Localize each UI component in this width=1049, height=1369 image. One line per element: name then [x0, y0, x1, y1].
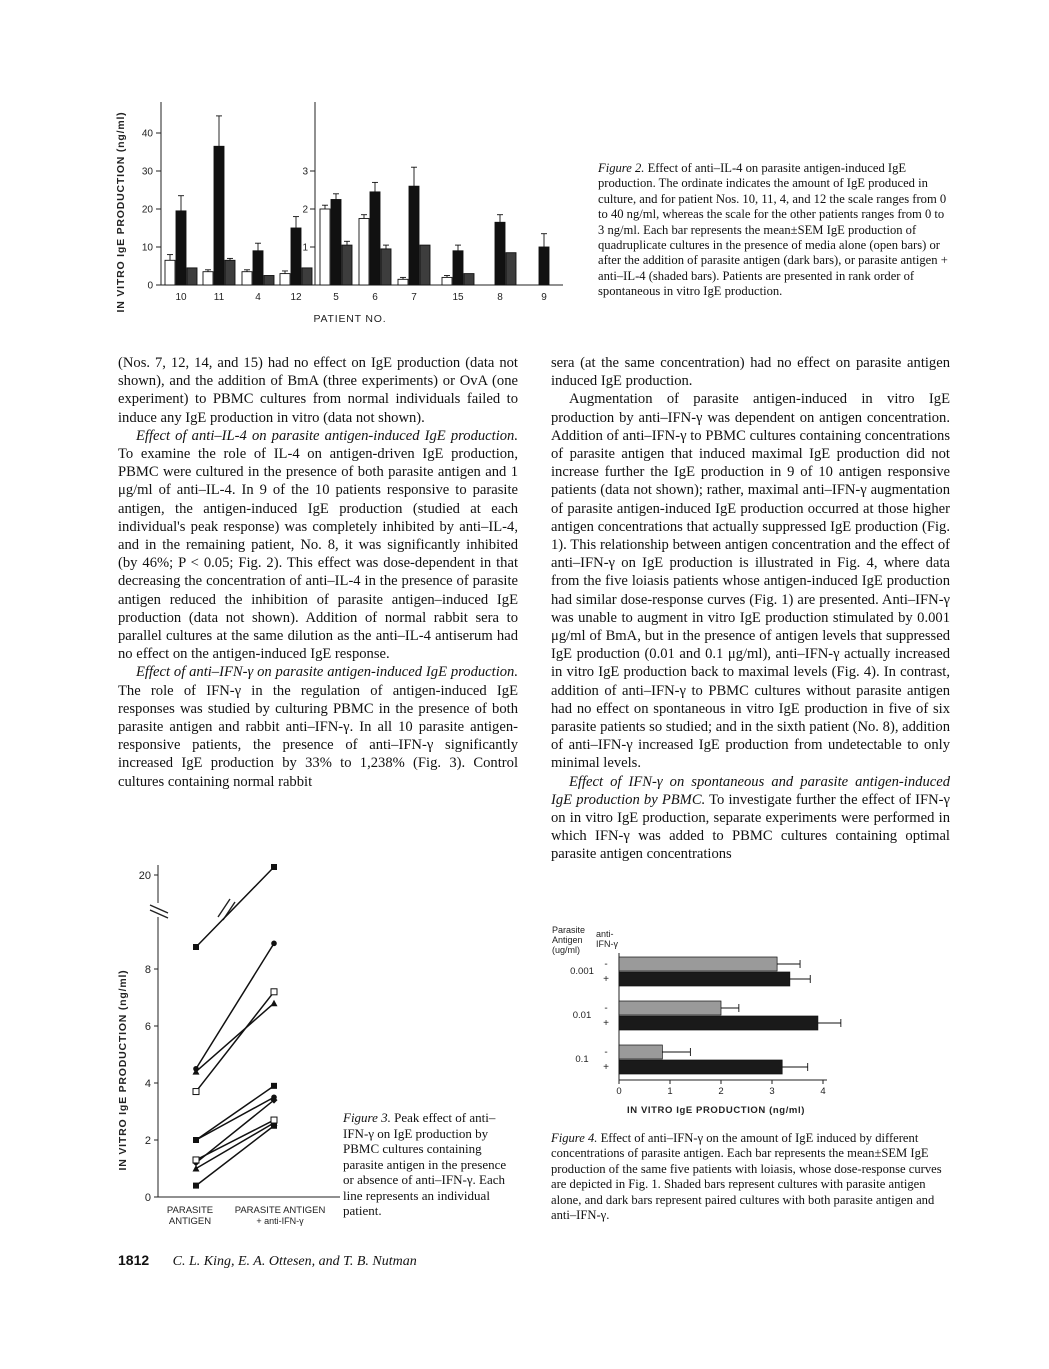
dark-bar	[539, 247, 549, 285]
figure-3-caption	[343, 1110, 515, 1219]
shaded-bar	[264, 276, 274, 286]
patient-line	[196, 1120, 274, 1160]
sign-label: -	[604, 1003, 608, 1014]
x-tick-label: 3	[769, 1086, 775, 1097]
paragraph: Augmentation of parasite antigen-induced in vitro IgE production by anti–IFN-γ was dependent on antigen concentration. Addition of anti–IFN-γ to PBMC cultures containing concentrations of parasite antigen that induced maximal IgE production did not increase further the IgE production in 9 of 10 antigen responsive patients (data not shown); rather, maximal anti–IFN-γ augmentation of parasite antigen-induced IgE production occurred at those higher antigen concentrations that actually suppressed IgE production (Fig. 1). This relationship between antigen concentration and the effect of anti–IFN-γ on IgE production is illustrated in Fig. 4, where data from the five loiasis patients whose antigen-induced IgE production had similar dose-response curves (Fig. 1) are presented. Anti–IFN-γ was unable to augment in vitro IgE production stimulated by 0.001 μg/ml of BmA, but in the presence of antigen levels that suppressed IgE production (0.01 and 0.1 μg/ml), anti–IFN-γ actually increased in vitro IgE production back to maximal levels (Fig. 4). In contrast, addition of anti–IFN-γ to PBMC cultures without parasite antigen had no effect on spontaneous in vitro IgE production in five of six parasite patients so studied; and in the sixth patient (No. 8), addition of anti–IFN-γ increased IgE production from undetectable to only minimal levels.	[551, 391, 950, 772]
page-number: 1812	[118, 1252, 150, 1268]
x-axis-label: PATIENT NO.	[313, 313, 387, 325]
running-authors: C. L. King, E. A. Ottesen, and T. B. Nutman	[172, 1254, 417, 1269]
marker-filled-square	[271, 864, 277, 870]
figure-3-caption-text: Peak effect of anti–IFN-γ on IgE production by PBMC cultures containing parasite antigen in the presence or absence of anti–IFN-γ. Each line represents an individual patient.	[343, 1110, 507, 1218]
left-y-tick-label: 0	[147, 280, 153, 292]
right-column-text	[551, 354, 950, 864]
right-y-tick-label: 2	[302, 204, 308, 216]
marker-filled-circle	[271, 941, 277, 947]
open-bar	[359, 219, 369, 286]
shaded-bar	[187, 268, 197, 285]
x-category-label: PARASITE	[166, 1205, 214, 1216]
paragraph-body: To examine the role of IL-4 on antigen-driven IgE production, PBMC were cultured in the presence of both parasite antigen and 1 μg/ml of anti–IL-4. In 9 of the 10 patients responsive to parasite antigen, the antigen-induced IgE production (studied at each individual's peak response) was completely inhibited by anti–IL-4, and in the remaining patient, No. 8, it was significantly inhibited (by 46%; P < 0.05; Fig. 2). This effect was dose-dependent in that decreasing the concentration of anti–IL-4 in the presence of parasite antigen reduced the inhibition of parasite antigen–induced IgE production (data not shown). Addition of normal rabbit sera to parallel cultures at the same dilution as the anti–IL-4 antiserum had no effect on the antigen-induced IgE response.	[118, 446, 518, 663]
dark-bar	[619, 1016, 818, 1030]
y-tick-label: 8	[144, 964, 151, 976]
figure-2-caption-text: Effect of anti–IL-4 on parasite antigen-induced IgE production. The ordinate indicates the amount of IgE produced in culture, and for patient Nos. 10, 11, 4, and 12 the scale ranges from 0 to 40 ng/ml, whereas the scale for the other patients ranges from 0 to 3 ng/ml. Each bar represents the mean±SEM IgE production of quadruplicate cultures in the presence of media alone (open bars) or after the addition of parasite antigen (dark bars), or parasite antigen + anti–IL-4 (shaded bars). Patients are presented in rank order of spontaneous in vitro IgE production.	[598, 161, 948, 299]
shaded-bar	[619, 1045, 662, 1059]
x-tick-label: 10	[175, 292, 187, 303]
dark-bar	[619, 1060, 782, 1074]
sign-label: +	[603, 1062, 609, 1073]
open-bar	[442, 277, 452, 285]
shaded-bar	[381, 249, 391, 285]
x-tick-label: 15	[452, 292, 464, 303]
x-axis-label: IN VITRO IgE PRODUCTION (ng/ml)	[627, 1105, 805, 1116]
dark-bar	[619, 972, 790, 986]
open-bar	[203, 272, 213, 285]
marker-filled-square	[193, 1183, 199, 1189]
row-header: (ug/ml)	[552, 945, 581, 955]
dark-bar	[370, 192, 380, 285]
paragraph	[551, 773, 950, 864]
left-y-tick-label: 30	[141, 166, 153, 178]
x-tick-label: 7	[411, 292, 417, 303]
shaded-bar	[420, 245, 430, 285]
page-footer	[118, 1252, 417, 1270]
marker-open-square	[193, 1089, 199, 1095]
x-tick-label: 8	[497, 292, 503, 303]
sign-label: +	[603, 974, 609, 985]
marker-filled-square	[271, 1123, 277, 1129]
left-y-tick-label: 40	[141, 128, 153, 140]
y-axis-label: IN VITRO IgE PRODUCTION (ng/ml)	[115, 111, 127, 313]
row-header: Antigen	[552, 935, 583, 945]
shaded-bar	[619, 1001, 721, 1015]
shaded-bar	[342, 245, 352, 285]
figure-4-caption-label: Figure 4.	[551, 1131, 598, 1145]
x-tick-label: 6	[372, 292, 378, 303]
x-tick-label: 5	[333, 292, 339, 303]
marker-open-square	[193, 1157, 199, 1163]
left-y-tick-label: 10	[141, 242, 153, 254]
dark-bar	[214, 146, 224, 285]
sign-label: +	[603, 1018, 609, 1029]
x-tick-label: 11	[213, 292, 225, 303]
sign-label: -	[604, 1047, 608, 1058]
patient-line	[196, 1126, 274, 1186]
y-tick-label: 6	[144, 1021, 151, 1033]
marker-filled-square	[193, 944, 199, 950]
open-bar	[280, 274, 290, 285]
row-header: anti-	[596, 929, 614, 939]
figure-4-chart	[548, 915, 858, 1120]
y-tick-label: 4	[144, 1078, 151, 1090]
paragraph: (Nos. 7, 12, 14, and 15) had no effect on IgE production (data not shown), and the addition of BmA (three experiments) or OvA (one experiment) to PBMC cultures from normal individuals failed to induce any IgE production in vitro (data not shown).	[118, 355, 518, 426]
marker-filled-circle	[193, 1137, 199, 1143]
dark-bar	[176, 211, 186, 285]
dark-bar	[453, 251, 463, 285]
shaded-bar	[464, 274, 474, 285]
x-tick-label: 4	[820, 1086, 826, 1097]
dark-bar	[331, 200, 341, 286]
right-y-tick-label: 3	[302, 166, 308, 178]
row-header: Parasite	[552, 925, 586, 935]
figure-3-caption-label: Figure 3.	[343, 1110, 391, 1125]
x-tick-label: 2	[718, 1086, 724, 1097]
paragraph	[118, 663, 518, 790]
y-tick-label: 0	[144, 1192, 151, 1204]
open-bar	[242, 272, 252, 285]
category-label: 0.001	[570, 966, 594, 977]
open-bar	[165, 260, 175, 285]
y-tick-label: 2	[144, 1135, 151, 1147]
figure-3-chart	[108, 855, 343, 1230]
x-tick-label: 9	[541, 292, 547, 303]
shaded-bar	[506, 253, 516, 285]
paragraph: sera (at the same concentration) had no effect on parasite antigen induced IgE production.	[551, 355, 950, 390]
paragraph-body: The role of IFN-γ in the regulation of antigen-induced IgE responses was studied by culturing PBMC in the presence of both parasite antigen and rabbit anti–IFN-γ. In all 10 parasite antigen-responsive patients, the presence of anti–IFN-γ significantly increased IgE production by 33% to 1,238% (Fig. 3). Control cultures containing normal rabbit	[118, 682, 518, 790]
sign-label: -	[604, 959, 608, 970]
x-tick-label: 1	[667, 1086, 673, 1097]
figure-2-chart	[108, 88, 568, 338]
marker-open-square	[271, 1117, 277, 1123]
row-header: IFN-γ	[596, 939, 618, 949]
figure-2-caption	[598, 161, 948, 300]
section-heading: Effect of IFN-γ on spontaneous and parasite antigen-induced IgE production by PBMC.	[551, 773, 950, 808]
open-bar	[398, 279, 408, 285]
patient-line	[196, 1003, 274, 1071]
x-category-label: PARASITE ANTIGEN	[234, 1205, 326, 1216]
figure-2-caption-label: Figure 2.	[598, 161, 645, 175]
x-category-label: ANTIGEN	[168, 1216, 212, 1227]
dark-bar	[495, 222, 505, 285]
paragraph-body: To investigate further the effect of IFN-γ on in vitro IgE production, separate experiments were performed in which IFN-γ was added to PBMC cultures containing optimal parasite antigen concentrations	[551, 791, 950, 863]
left-column-text	[118, 354, 518, 791]
left-y-tick-label: 20	[141, 204, 153, 216]
figure-4-caption	[551, 1131, 951, 1223]
shaded-bar	[302, 268, 312, 285]
y-axis-label: IN VITRO IgE PRODUCTION (ng/ml)	[117, 969, 129, 1171]
dark-bar	[291, 228, 301, 285]
dark-bar	[253, 251, 263, 285]
right-y-tick-label: 1	[302, 242, 308, 254]
category-label: 0.01	[572, 1010, 592, 1021]
y-tick-label: 20	[138, 870, 151, 882]
marker-open-square	[271, 989, 277, 995]
dark-bar	[409, 186, 419, 285]
x-category-label: + anti-IFN-γ	[256, 1216, 304, 1226]
x-tick-label: 0	[616, 1086, 622, 1097]
x-tick-label: 12	[290, 292, 302, 303]
patient-line	[196, 1123, 274, 1169]
patient-line	[196, 1097, 274, 1140]
figure-4-caption-text: Effect of anti–IFN-γ on the amount of IgE induced by different concentrations of parasite antigen. Each bar represents the mean±SEM IgE production of the same five patients with loiasis, whose dose-response curves are depicted in Fig. 1. Shaded bars represent cultures with parasite antigen alone, and dark bars represent paired cultures with both parasite antigen and anti–IFN-γ.	[551, 1131, 942, 1223]
shaded-bar	[619, 957, 777, 971]
x-tick-label: 4	[255, 292, 261, 303]
paragraph	[118, 427, 518, 664]
shaded-bar	[225, 260, 235, 285]
marker-filled-square	[271, 1083, 277, 1089]
section-heading: Effect of anti–IFN-γ on parasite antigen-induced IgE production.	[136, 664, 518, 681]
open-bar	[320, 209, 330, 285]
section-heading: Effect of anti–IL-4 on parasite antigen-induced IgE production.	[136, 427, 518, 444]
patient-line	[196, 867, 274, 947]
category-label: 0.1	[575, 1054, 589, 1065]
marker-filled-triangle	[271, 1000, 278, 1007]
marker-filled-triangle	[193, 1165, 200, 1172]
